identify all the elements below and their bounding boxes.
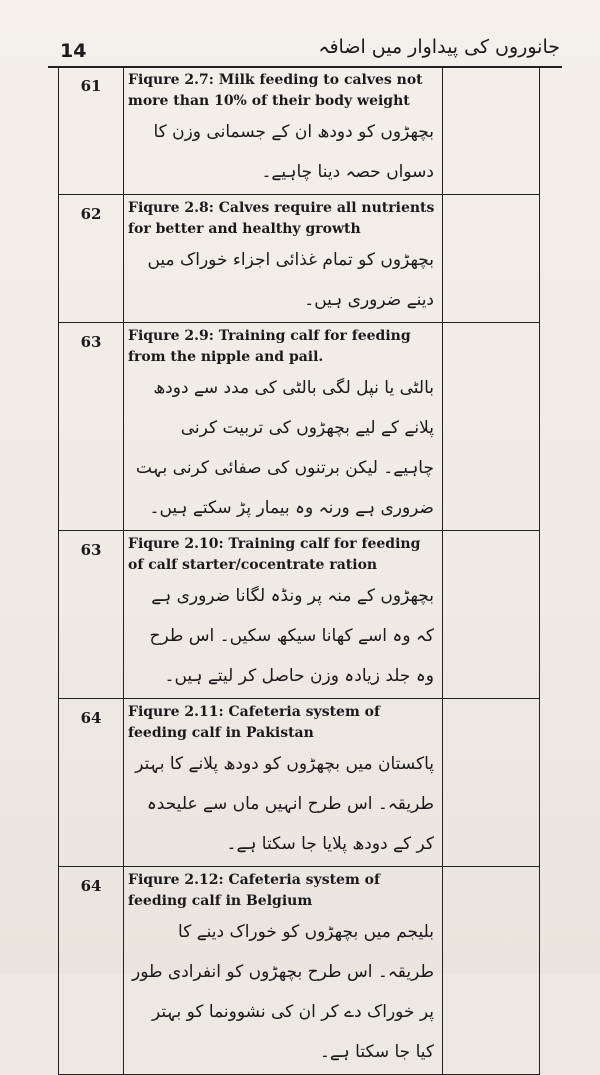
caption-english: Fiqure 2.7: Milk feeding to calves not more than 10% of their body weight bbox=[128, 72, 423, 109]
table-row bbox=[59, 531, 540, 699]
figure-list-table bbox=[58, 66, 540, 1075]
caption-english: Fiqure 2.9: Training calf for feeding from the nipple and pail. bbox=[128, 328, 411, 365]
page-number: 14 bbox=[60, 40, 87, 62]
page-header bbox=[48, 36, 562, 68]
caption-urdu: بچھڑوں کے منہ پر ونڈہ لگانا ضروری ہے کہ وہ اسے کھانا سیکھ سکیں۔ اس طرح وہ جلد زیادہ وزن حاصل کر لیتے ہیں۔ bbox=[149, 586, 434, 686]
page-ref-cell bbox=[59, 531, 124, 699]
page-ref: 64 bbox=[80, 709, 102, 727]
page-ref: 64 bbox=[80, 877, 102, 895]
caption-urdu: پاکستان میں بچھڑوں کو دودھ پلانے کا بہتر طریقہ۔ اس طرح انہیں ماں سے علیحدہ کر کے دودھ پلایا جا سکتا ہے۔ bbox=[135, 754, 434, 854]
caption-urdu: بچھڑوں کو تمام غذائی اجزاء خوراک میں دینے ضروری ہیں۔ bbox=[147, 250, 434, 310]
caption-cell bbox=[124, 195, 443, 323]
page-ref: 62 bbox=[80, 205, 102, 223]
table-row bbox=[59, 195, 540, 323]
page-ref: 63 bbox=[80, 541, 102, 559]
caption-english: Fiqure 2.10: Training calf for feeding of calf starter/cocentrate ration bbox=[128, 536, 421, 573]
caption-cell bbox=[124, 67, 443, 195]
page-ref-cell bbox=[59, 67, 124, 195]
page-ref: 63 bbox=[80, 333, 102, 351]
blank-cell bbox=[443, 531, 540, 699]
page-ref-cell bbox=[59, 699, 124, 867]
blank-cell bbox=[443, 699, 540, 867]
caption-cell bbox=[124, 699, 443, 867]
caption-english: Fiqure 2.12: Cafeteria system of feeding calf in Belgium bbox=[128, 872, 380, 909]
table-row bbox=[59, 323, 540, 531]
caption-english: Fiqure 2.8: Calves require all nutrients for better and healthy growth bbox=[128, 200, 435, 237]
page-ref-cell bbox=[59, 867, 124, 1075]
caption-cell bbox=[124, 323, 443, 531]
blank-cell bbox=[443, 195, 540, 323]
table-row bbox=[59, 67, 540, 195]
caption-urdu: بالٹی یا نپل لگی بالٹی کی مدد سے دودھ پلانے کے لیے بچھڑوں کی تربیت کرنی چاہیے۔ لیکن برتنوں کی صفائی کرنی بہت ضروری ہے ورنہ وہ بیمار پڑ سکتے ہیں۔ bbox=[135, 378, 434, 518]
page-ref-cell bbox=[59, 323, 124, 531]
caption-urdu: بچھڑوں کو دودھ ان کے جسمانی وزن کا دسواں حصہ دینا چاہیے۔ bbox=[153, 122, 434, 182]
blank-cell bbox=[443, 867, 540, 1075]
blank-cell bbox=[443, 323, 540, 531]
running-title: جانوروں کی پیداوار میں اضافہ bbox=[318, 36, 560, 58]
page-ref: 61 bbox=[80, 77, 102, 95]
blank-cell bbox=[443, 67, 540, 195]
caption-urdu: بلیجم میں بچھڑوں کو خوراک دینے کا طریقہ۔ اس طرح بچھڑوں کو انفرادی طور پر خوراک دے کر ان کی نشوونما کو بہتر کیا جا سکتا ہے۔ bbox=[132, 922, 434, 1062]
caption-english: Fiqure 2.11: Cafeteria system of feeding calf in Pakistan bbox=[128, 704, 380, 741]
table-row bbox=[59, 867, 540, 1075]
caption-cell bbox=[124, 531, 443, 699]
caption-cell bbox=[124, 867, 443, 1075]
page-ref-cell bbox=[59, 195, 124, 323]
table-row bbox=[59, 699, 540, 867]
